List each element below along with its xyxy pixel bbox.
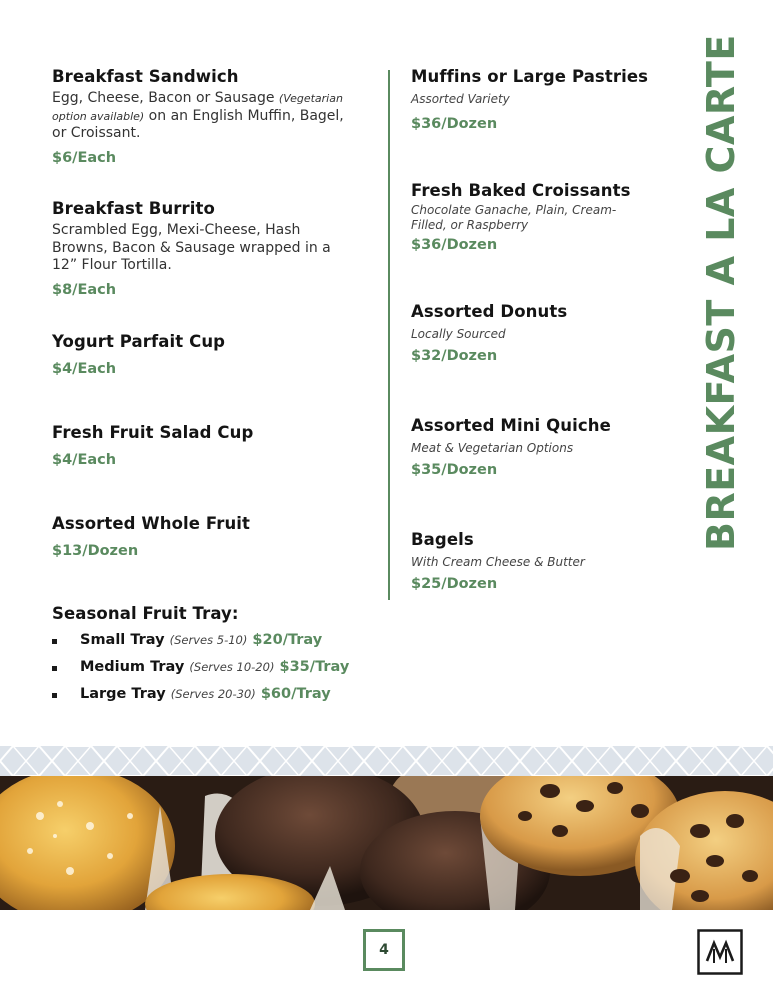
item-description-part: Egg, Cheese, Bacon or Sausage <box>52 90 279 106</box>
tray-name: Medium Tray <box>80 659 185 675</box>
item-title: Assorted Whole Fruit <box>52 514 251 533</box>
item-subtitle: Locally Sourced <box>411 327 506 341</box>
item-description: Scrambled Egg, Mexi-Cheese, Hash Browns, Bacon & Sausage wrapped in a 12” Flour Tortilla. <box>52 222 331 273</box>
tray-item-text <box>80 659 349 675</box>
item-subtitle: Assorted Variety <box>411 92 510 106</box>
item-title: Breakfast Burrito <box>52 199 215 218</box>
page-number: 4 <box>363 929 405 971</box>
menu-item-bagels <box>411 530 681 592</box>
menu-item-muffins <box>411 67 681 132</box>
hexagon-pattern-band <box>0 746 773 776</box>
item-subtitle: Meat & Vegetarian Options <box>411 441 574 455</box>
item-title: Breakfast Sandwich <box>52 67 239 86</box>
section-title: Seasonal Fruit Tray: <box>52 604 239 623</box>
tray-serves: (Serves 10-20) <box>189 660 275 674</box>
tray-name: Small Tray <box>80 632 165 648</box>
tray-price: $20/Tray <box>252 632 323 648</box>
item-price: $6/Each <box>52 149 117 166</box>
page-title: BREAKFAST A LA CARTE <box>699 34 743 552</box>
item-title: Fresh Baked Croissants <box>411 181 631 200</box>
item-title: Assorted Donuts <box>411 302 568 321</box>
item-price: $4/Each <box>52 452 117 468</box>
menu-item-whole-fruit <box>52 514 352 559</box>
menu-item-donuts <box>411 302 681 364</box>
item-price: $36/Dozen <box>411 237 498 253</box>
item-title: Assorted Mini Quiche <box>411 416 611 435</box>
item-title: Bagels <box>411 530 474 549</box>
menu-item-breakfast-burrito <box>52 199 352 298</box>
seasonal-fruit-tray-heading <box>52 604 372 623</box>
muffins-photo <box>0 776 773 910</box>
item-price: $4/Each <box>52 361 117 377</box>
item-price: $13/Dozen <box>52 543 139 559</box>
tray-price: $35/Tray <box>279 659 350 675</box>
tray-item-text <box>80 686 331 702</box>
square-bullet-icon <box>52 666 57 671</box>
tray-serves: (Serves 20-30) <box>170 687 256 701</box>
square-bullet-icon <box>52 639 57 644</box>
tray-name: Large Tray <box>80 686 166 702</box>
tray-price: $60/Tray <box>260 686 331 702</box>
item-subtitle: With Cream Cheese & Butter <box>411 555 585 569</box>
square-bullet-icon <box>52 693 57 698</box>
item-price: $8/Each <box>52 281 117 298</box>
column-divider <box>388 70 390 600</box>
item-price: $25/Dozen <box>411 576 498 592</box>
menu-item-fruit-salad-cup <box>52 423 352 468</box>
item-price: $36/Dozen <box>411 116 498 132</box>
menu-item-breakfast-sandwich <box>52 67 362 166</box>
menu-item-croissants <box>411 181 651 253</box>
item-description-part: on an English Muffin, Bagel, or Croissant. <box>52 107 344 141</box>
menu-item-mini-quiche <box>411 416 681 478</box>
menu-item-yogurt-parfait <box>52 332 352 377</box>
item-title: Yogurt Parfait Cup <box>52 332 226 351</box>
monogram-logo-icon <box>697 929 743 975</box>
tray-item-text <box>80 632 322 648</box>
item-price: $32/Dozen <box>411 348 498 364</box>
tray-serves: (Serves 5-10) <box>169 633 248 647</box>
item-price: $35/Dozen <box>411 462 498 478</box>
item-description-note: (Vegetarian option available) <box>52 92 343 123</box>
item-subtitle: Chocolate Ganache, Plain, Cream-Filled, or Raspberry <box>411 203 617 232</box>
item-description <box>52 90 362 143</box>
item-title: Fresh Fruit Salad Cup <box>52 423 254 442</box>
item-title: Muffins or Large Pastries <box>411 67 649 86</box>
